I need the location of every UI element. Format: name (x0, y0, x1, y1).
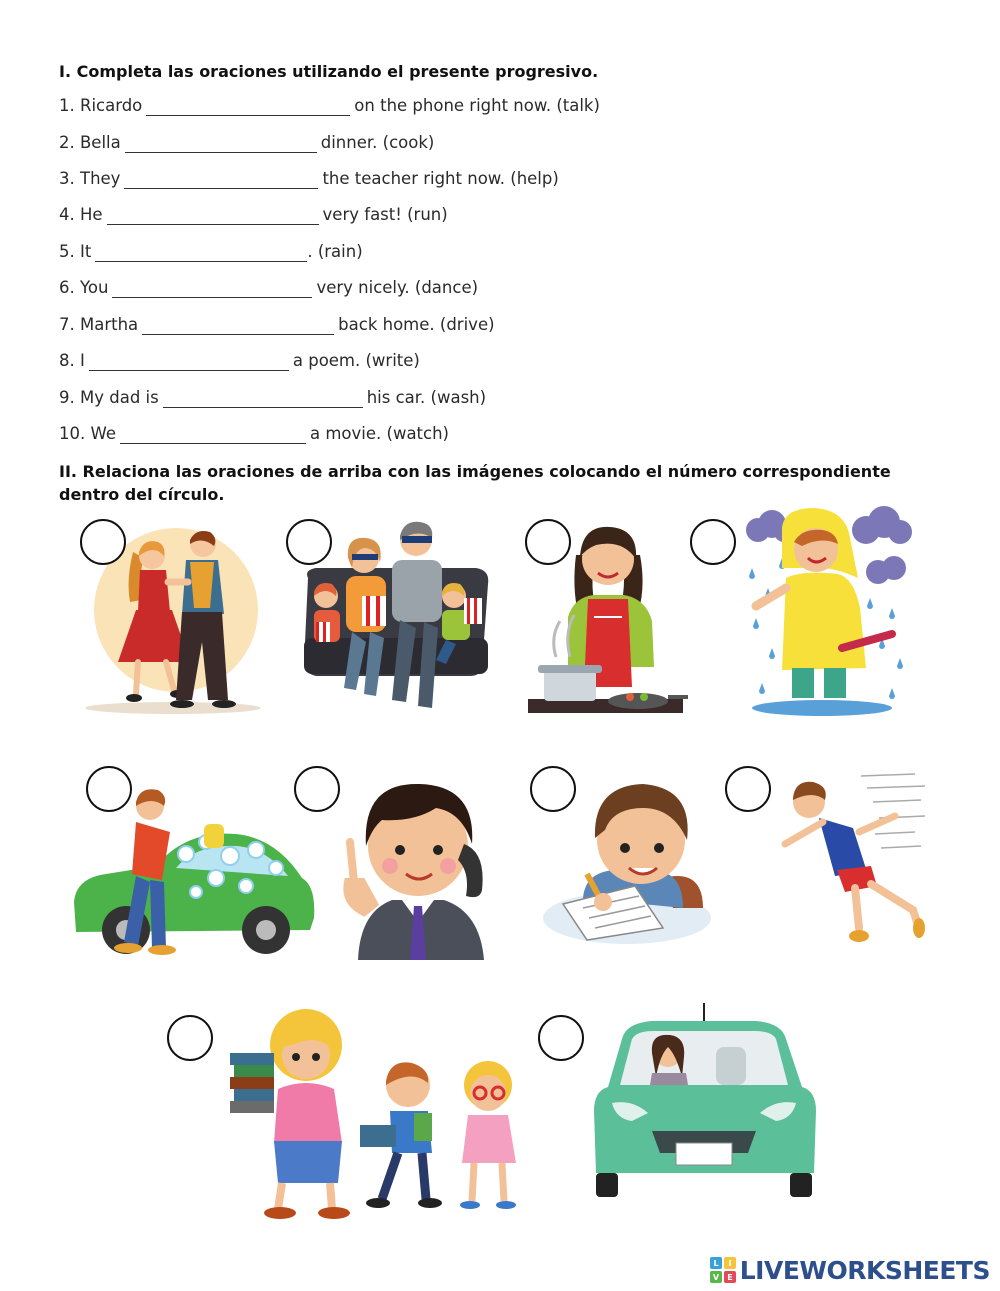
sentence-start: 3. They (59, 169, 121, 188)
boy-on-phone-icon (344, 772, 489, 960)
sentence-10 (59, 424, 449, 444)
section1-heading: I. Completa las oraciones utilizando el presente progresivo. (59, 62, 599, 81)
sentence-start: 5. It (59, 242, 92, 261)
sentence-start: 2. Bella (59, 133, 121, 152)
answer-blank-6[interactable] (112, 280, 312, 298)
sentence-end: very fast! (run) (322, 205, 448, 224)
sentence-3 (59, 169, 559, 189)
svg-text:E: E (727, 1273, 733, 1282)
answer-blank-1[interactable] (146, 98, 350, 116)
sentence-1 (59, 96, 600, 116)
answer-blank-9[interactable] (163, 390, 363, 408)
answer-circle-rain[interactable] (690, 519, 736, 565)
boy-running-icon (775, 772, 927, 950)
sentence-5 (59, 242, 363, 262)
sentence-end: very nicely. (dance) (316, 278, 479, 297)
brand-name: LIVEWORKSHEETS (739, 1255, 990, 1285)
sentence-6 (59, 278, 478, 298)
sentence-8 (59, 351, 420, 371)
sentence-end: back home. (drive) (338, 315, 495, 334)
sentence-2 (59, 133, 434, 153)
liveworksheets-logo (710, 1255, 990, 1285)
sentence-start: 4. He (59, 205, 103, 224)
answer-circle-washing[interactable] (86, 766, 132, 812)
sentence-start: 6. You (59, 278, 109, 297)
woman-helping-children-icon (222, 1003, 522, 1218)
sentence-end: dinner. (cook) (320, 133, 435, 152)
answer-blank-3[interactable] (124, 171, 318, 189)
answer-blank-5[interactable] (95, 244, 307, 262)
answer-circle-helping[interactable] (167, 1015, 213, 1061)
live-badge-icon (710, 1257, 736, 1283)
answer-circle-writing[interactable] (530, 766, 576, 812)
svg-text:V: V (712, 1273, 719, 1282)
sentence-start: 8. I (59, 351, 85, 370)
answer-circle-movie[interactable] (286, 519, 332, 565)
sentence-start: 9. My dad is (59, 388, 159, 407)
answer-blank-2[interactable] (125, 135, 317, 153)
answer-circle-phone[interactable] (294, 766, 340, 812)
answer-blank-10[interactable] (120, 426, 306, 444)
answer-blank-4[interactable] (107, 207, 319, 225)
sentence-9 (59, 388, 486, 408)
sentence-start: 7. Martha (59, 315, 139, 334)
svg-text:I: I (728, 1259, 732, 1268)
sentence-start: 1. Ricardo (59, 96, 143, 115)
sentence-7 (59, 315, 495, 335)
answer-circle-cooking[interactable] (525, 519, 571, 565)
sentence-end: his car. (wash) (366, 388, 487, 407)
woman-driving-icon (592, 1003, 817, 1203)
answer-blank-8[interactable] (89, 353, 289, 371)
sentence-end: a movie. (watch) (310, 424, 449, 443)
sentence-end: . (rain) (307, 242, 363, 261)
answer-circle-dancing[interactable] (80, 519, 126, 565)
answer-circle-running[interactable] (725, 766, 771, 812)
section2-heading: II. Relaciona las oraciones de arriba con las imágenes colocando el número correspondiente dentro del círculo. (59, 462, 891, 504)
boy-in-rain-icon (742, 508, 912, 723)
answer-blank-7[interactable] (142, 317, 334, 335)
sentence-end: a poem. (write) (292, 351, 420, 370)
sentence-end: on the phone right now. (talk) (354, 96, 600, 115)
sentence-end: the teacher right now. (help) (322, 169, 559, 188)
sentence-start: 10. We (59, 424, 116, 443)
svg-text:L: L (713, 1259, 719, 1268)
answer-circle-driving[interactable] (538, 1015, 584, 1061)
sentence-4 (59, 205, 448, 225)
